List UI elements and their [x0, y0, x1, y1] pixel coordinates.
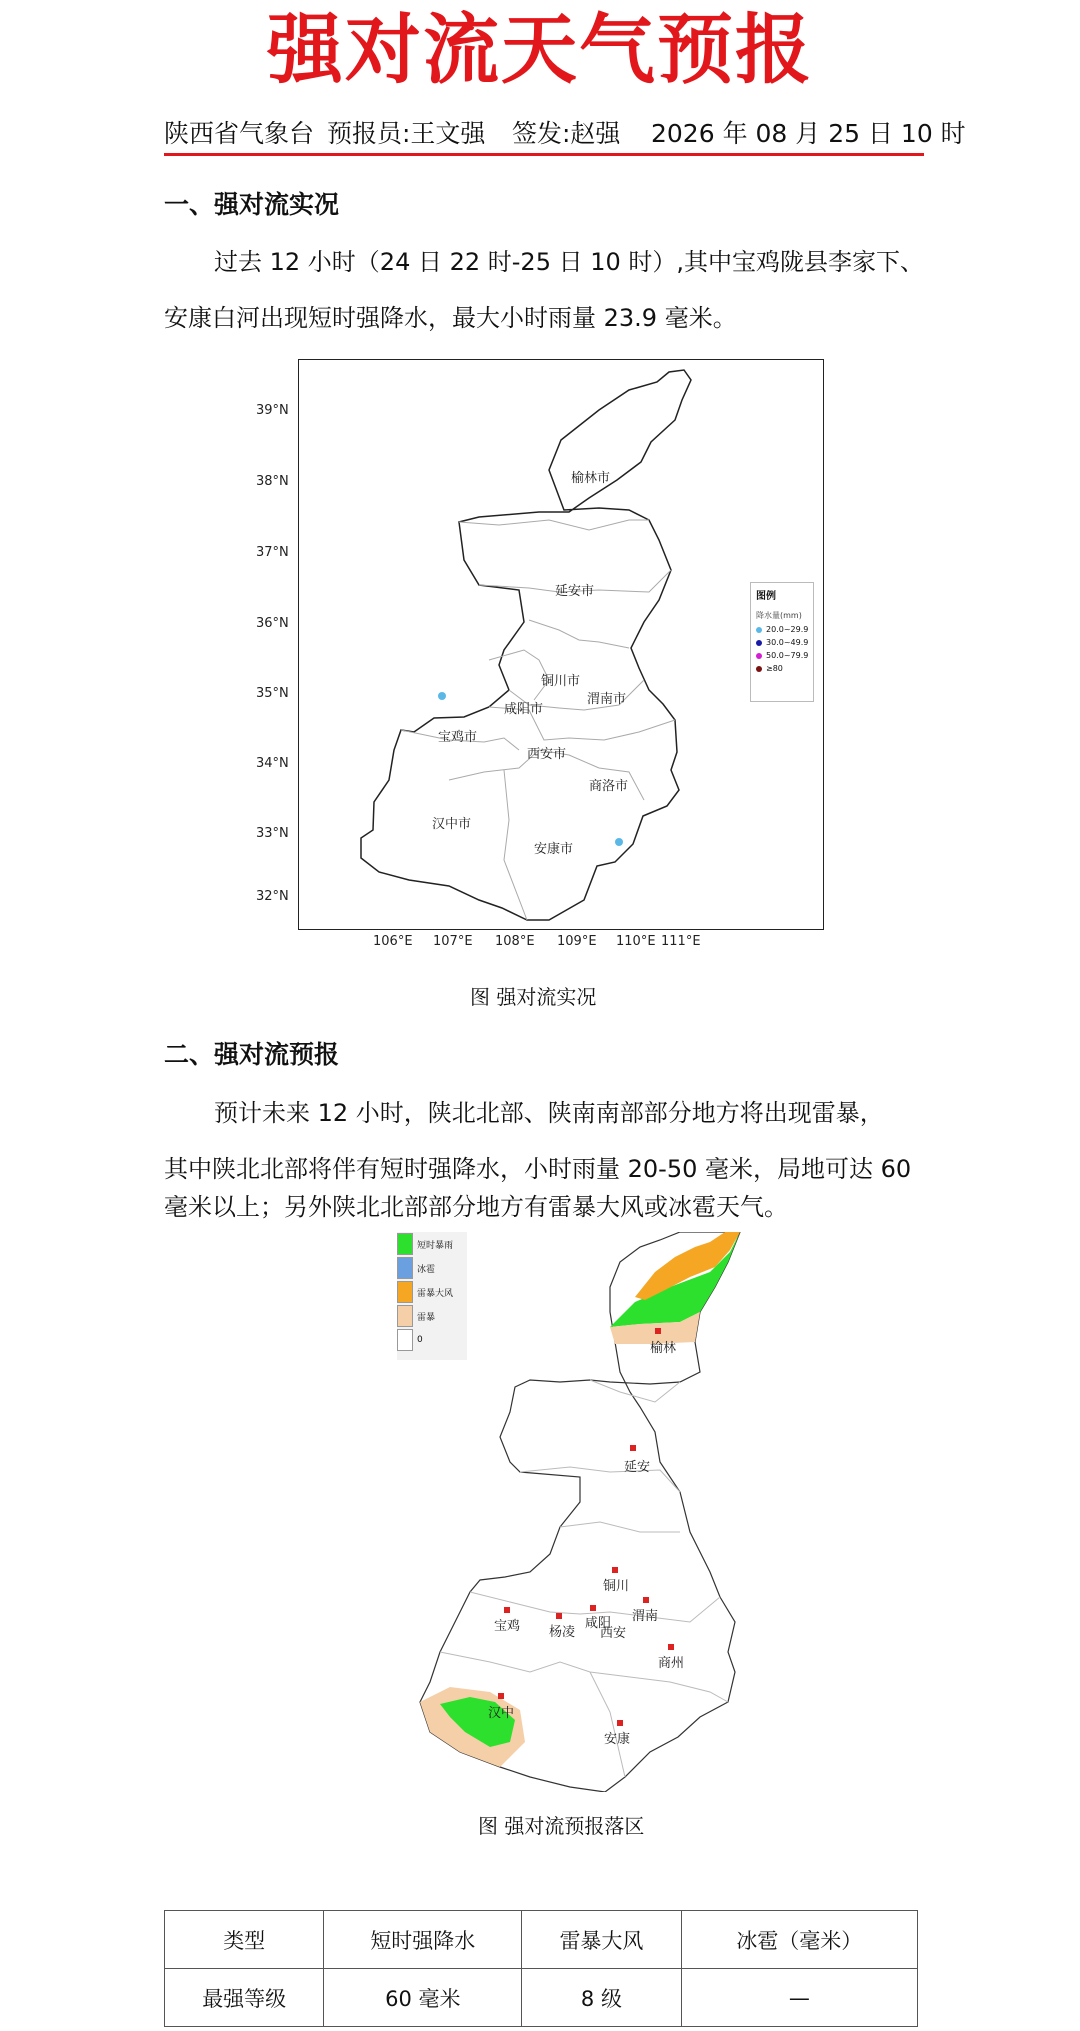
table-cell: 60 毫米 — [324, 1969, 522, 2027]
fc-city-yanan: 延安 — [624, 1460, 651, 1475]
legend-label: 雷暴 — [417, 1312, 436, 1323]
fc-city-ankang: 安康 — [604, 1732, 631, 1747]
city-yanan: 延安市 — [555, 584, 595, 599]
fc-city-baoji: 宝鸡 — [494, 1619, 521, 1634]
city-marker — [668, 1644, 674, 1650]
legend-label: 20.0~29.9 — [766, 625, 809, 634]
fc-city-yulin: 榆林 — [650, 1341, 677, 1356]
obs-legend-item — [756, 625, 813, 634]
summary-table — [164, 1910, 918, 2027]
table-header-cell: 短时强降水 — [324, 1911, 522, 1969]
city-weinan: 渭南市 — [587, 692, 627, 707]
obs-dot-longxian — [438, 692, 446, 700]
map2-caption: 图 强对流预报落区 — [478, 1814, 645, 1838]
city-baoji: 宝鸡市 — [438, 730, 478, 745]
section2-heading: 二、强对流预报 — [164, 1040, 340, 1069]
lon-tick: 110°E — [616, 934, 656, 949]
legend-label: 50.0~79.9 — [766, 651, 809, 660]
city-xianyang: 咸阳市 — [504, 702, 544, 717]
agency: 陕西省气象台 — [164, 119, 315, 148]
section1-para-line2: 安康白河出现短时强降水，最大小时雨量 23.9 毫米。 — [164, 304, 737, 332]
fc-city-hanzhong: 汉中 — [488, 1706, 515, 1721]
fc-city-shangzhou: 商州 — [658, 1656, 685, 1671]
fc-city-weinan: 渭南 — [632, 1609, 659, 1624]
city-marker — [643, 1597, 649, 1603]
fc-city-tongchuan: 铜川 — [603, 1579, 630, 1594]
city-marker — [556, 1613, 562, 1619]
city-marker — [612, 1567, 618, 1573]
obs-legend-item — [756, 664, 813, 673]
legend-dot-icon — [756, 653, 762, 659]
legend-label: 0 — [417, 1335, 423, 1345]
lon-tick: 108°E — [495, 934, 535, 949]
legend-dot-icon — [756, 666, 762, 672]
city-xian: 西安市 — [527, 747, 567, 762]
lat-tick: 32°N — [256, 889, 289, 904]
table-cell: 8 级 — [522, 1969, 681, 2027]
lon-tick: 107°E — [433, 934, 473, 949]
header-line — [164, 118, 966, 150]
section2-para-line1: 预计未来 12 小时，陕北北部、陕南南部部分地方将出现雷暴， — [214, 1099, 884, 1127]
city-marker — [504, 1607, 510, 1613]
table-cell: 最强等级 — [165, 1969, 324, 2027]
fc-city-xianyang: 咸阳 — [585, 1616, 612, 1631]
shaanxi-outline — [361, 370, 691, 920]
legend-label: 短时暴雨 — [417, 1240, 454, 1251]
city-marker — [498, 1693, 504, 1699]
city-tongchuan: 铜川市 — [541, 674, 581, 689]
obs-legend-item — [756, 638, 813, 647]
table-header-cell: 冰雹（毫米） — [681, 1911, 917, 1969]
section2-para-line3: 毫米以上；另外陕北北部部分地方有雷暴大风或冰雹天气。 — [164, 1193, 788, 1221]
legend-label: 冰雹 — [417, 1264, 436, 1275]
legend-dot-icon — [756, 627, 762, 633]
lon-tick: 109°E — [557, 934, 597, 949]
table-header-cell: 雷暴大风 — [522, 1911, 681, 1969]
table-cell: — — [681, 1969, 917, 2027]
issuer: 签发:赵强 — [512, 119, 621, 148]
issue-datetime: 2026 年 08 月 25 日 10 时 — [651, 119, 966, 148]
section1-heading: 一、强对流实况 — [164, 190, 340, 219]
city-marker — [630, 1445, 636, 1451]
document-title: 强对流天气预报 — [267, 5, 813, 94]
legend-title: 图例 — [756, 591, 776, 602]
header-rule — [164, 153, 924, 156]
obs-dot-baihe — [615, 838, 623, 846]
lat-tick: 36°N — [256, 616, 289, 631]
legend-dot-icon — [756, 640, 762, 646]
city-yulin: 榆林市 — [571, 471, 611, 486]
lat-tick: 33°N — [256, 826, 289, 841]
table-header-row — [165, 1911, 918, 1969]
lat-tick: 38°N — [256, 474, 289, 489]
city-marker — [590, 1605, 596, 1611]
lon-tick: 111°E — [661, 934, 701, 949]
table-header-cell: 类型 — [165, 1911, 324, 1969]
legend-subtitle: 降水量(mm) — [756, 611, 802, 620]
lon-tick: 106°E — [373, 934, 413, 949]
city-marker — [617, 1720, 623, 1726]
obs-legend-item — [756, 651, 813, 660]
fc-city-xian: 西安 — [600, 1626, 627, 1641]
forecast-map — [410, 1232, 750, 1792]
lat-tick: 37°N — [256, 545, 289, 560]
forecaster: 预报员:王文强 — [327, 119, 486, 148]
table-row — [165, 1969, 918, 2027]
fc-city-yangling: 杨凌 — [549, 1625, 576, 1640]
city-hanzhong: 汉中市 — [432, 817, 472, 832]
city-ankang: 安康市 — [534, 842, 574, 857]
obs-legend — [750, 582, 814, 702]
lat-tick: 35°N — [256, 686, 289, 701]
lat-tick: 39°N — [256, 403, 289, 418]
section1-para-line1: 过去 12 小时（24 日 22 时-25 日 10 时）,其中宝鸡陇县李家下、 — [214, 248, 925, 276]
lat-tick: 34°N — [256, 756, 289, 771]
city-marker — [655, 1328, 661, 1334]
city-shangluo: 商洛市 — [589, 779, 629, 794]
legend-label: 30.0~49.9 — [766, 638, 809, 647]
legend-label: 雷暴大风 — [417, 1288, 454, 1299]
section2-para-line2: 其中陕北北部将伴有短时强降水，小时雨量 20-50 毫米，局地可达 60 — [164, 1155, 912, 1183]
legend-label: ≥80 — [766, 664, 783, 673]
map1-caption: 图 强对流实况 — [470, 985, 597, 1009]
